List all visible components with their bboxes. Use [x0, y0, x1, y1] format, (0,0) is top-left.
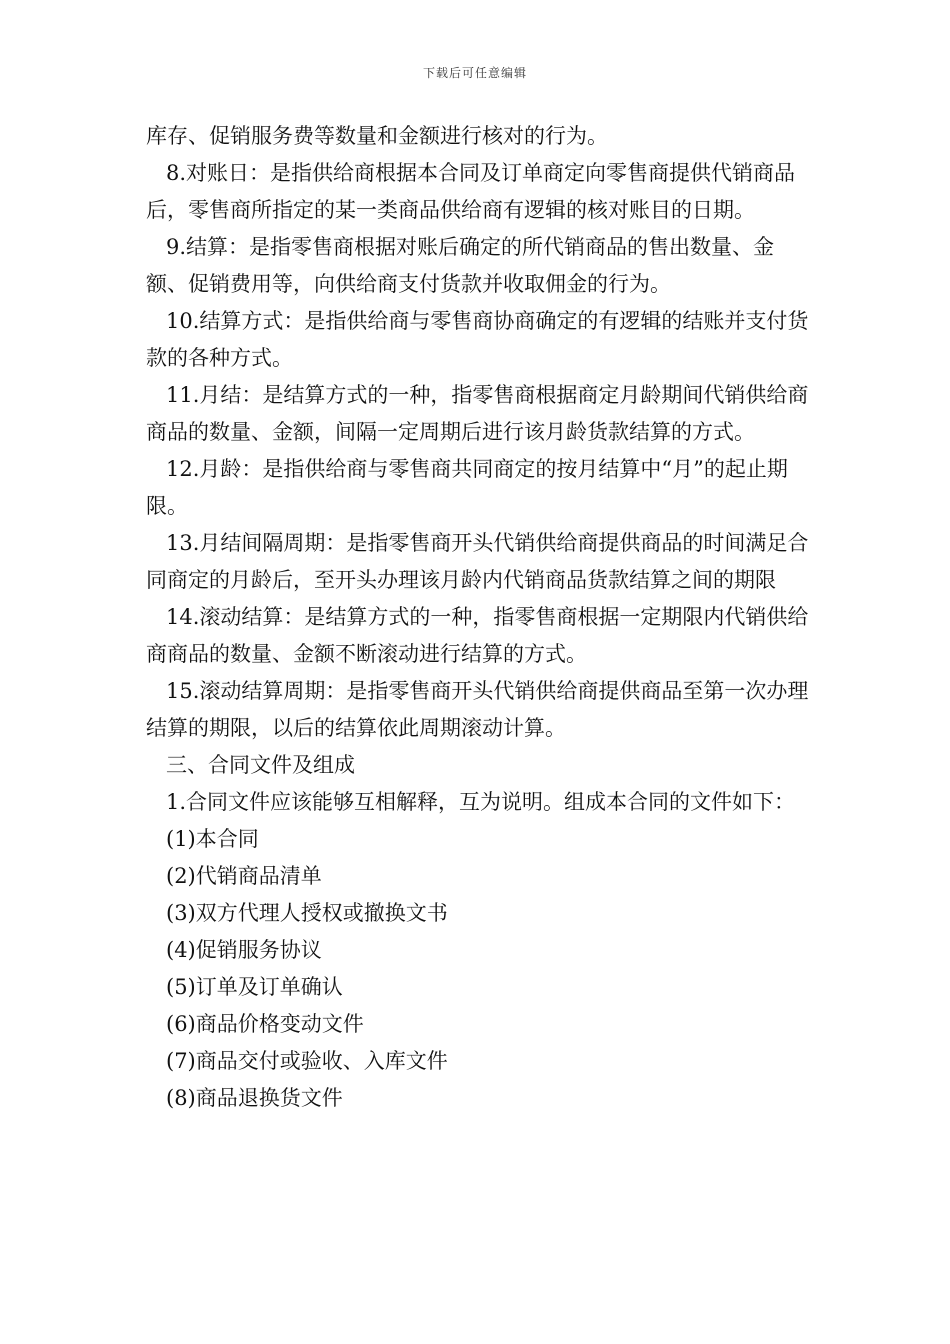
list-item: (5)订单及订单确认	[166, 975, 343, 999]
list-item: (2)代销商品清单	[166, 864, 322, 888]
paragraph-definition-14: 14.滚动结算：是结算方式的一种，指零售商根据一定期限内代销供给商商品的数量、金额不断滚动进行结算的方式。	[146, 605, 809, 666]
section-heading: 三、合同文件及组成	[166, 753, 355, 777]
paragraph-definition-13: 13.月结间隔周期：是指零售商开头代销供给商提供商品的时间满足合同商定的月龄后，至开头办理该月龄内代销商品货款结算之间的期限	[146, 531, 809, 592]
list-item: (3)双方代理人授权或撤换文书	[166, 901, 448, 925]
paragraph-definition-9: 9.结算：是指零售商根据对账后确定的所代销商品的售出数量、金额、促销费用等，向供给商支付货款并收取佣金的行为。	[146, 235, 775, 296]
list-item: (8)商品退换货文件	[166, 1086, 343, 1110]
list-item: (4)促销服务协议	[166, 938, 322, 962]
paragraph-definition-12: 12.月龄：是指供给商与零售商共同商定的按月结算中“月”的起止期限。	[146, 457, 788, 518]
paragraph-definition-10: 10.结算方式：是指供给商与零售商协商确定的有逻辑的结账并支付货款的各种方式。	[146, 309, 809, 370]
paragraph-definition-11: 11.月结：是结算方式的一种，指零售商根据商定月龄期间代销供给商商品的数量、金额，间隔一定周期后进行该月龄货款结算的方式。	[146, 383, 809, 444]
list-item: (1)本合同	[166, 827, 259, 851]
paragraph-0: 库存、促销服务费等数量和金额进行核对的行为。	[146, 124, 608, 148]
paragraph-contract-documents: 1.合同文件应该能够互相解释，互为说明。组成本合同的文件如下：	[166, 790, 796, 814]
list-item: (7)商品交付或验收、入库文件	[166, 1049, 448, 1073]
document-body	[146, 118, 810, 1117]
paragraph-definition-8: 8.对账日：是指供给商根据本合同及订单商定向零售商提供代销商品后，零售商所指定的某一类商品供给商有逻辑的核对账目的日期。	[146, 161, 796, 222]
page-header: 下载后可任意编辑	[422, 66, 527, 80]
paragraph-definition-15: 15.滚动结算周期：是指零售商开头代销供给商提供商品至第一次办理结算的期限，以后的结算依此周期滚动计算。	[146, 679, 809, 740]
list-item: (6)商品价格变动文件	[166, 1012, 364, 1036]
